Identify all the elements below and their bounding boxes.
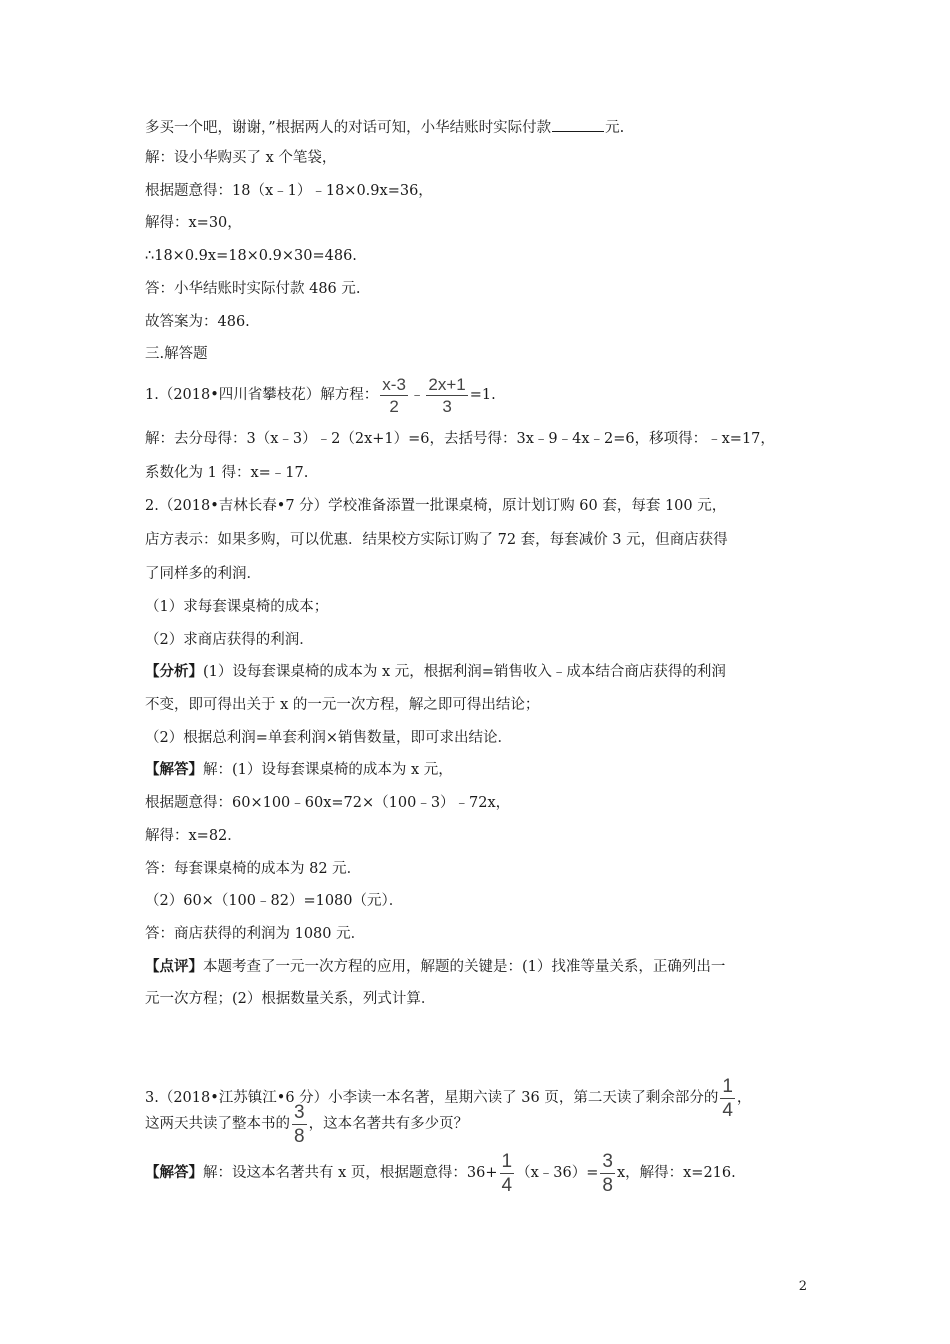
text-line: （1）求每套课桌椅的成本； — [145, 599, 329, 615]
fraction: $\frac{1}{4}$ — [722, 1075, 733, 1121]
text-line: 答：每套课桌椅的成本为 82 元． — [145, 861, 362, 877]
page-number: 2 — [798, 1279, 807, 1294]
fraction: $\frac{1}{4}$ — [501, 1150, 513, 1196]
fraction: $\frac{2x+1}{3}$ — [428, 374, 466, 416]
section-heading: 三.解答题 — [145, 346, 208, 362]
text-line: 不变，即可得出关于 x 的一元一次方程，解之即可得出结论； — [145, 697, 540, 713]
text-line: 店方表示：如果多购，可以优惠．结果校方实际订购了 72 套，每套减价 3 元，但商店获得 — [145, 532, 728, 548]
analysis-tag: 【分析】 — [145, 663, 203, 680]
answer-tag: 【解答】 — [145, 1164, 203, 1181]
text-line: 故答案为：486. — [145, 314, 250, 330]
text-line: 答：商店获得的利润为 1080 元． — [145, 926, 366, 942]
question-3: 3.（2018•江苏镇江•6 分）小李读一本名著，星期六读了 36 页，第二天读了剩余部分的 $\frac{1}{4}$ ， — [145, 1075, 752, 1121]
fraction: $\frac{3}{8}$ — [602, 1150, 613, 1196]
text-line: （2）根据总利润=单套利润×销售数量，即可求出结论． — [145, 730, 513, 746]
text-line: 解：设小华购买了 x 个笔袋， — [145, 150, 337, 166]
answer-tag: 【解答】 — [145, 761, 203, 778]
text-line: 解得：x=30， — [145, 215, 242, 231]
fraction: $\frac{3}{8}$ — [294, 1101, 305, 1147]
text-line: 【分析】(1）设每套课桌椅的成本为 x 元，根据利润=销售收入﹣成本结合商店获得的利润 — [145, 663, 726, 680]
comment-tag: 【点评】 — [145, 958, 203, 975]
text-line: 多买一个吧，谢谢，”根据两人的对话可知，小华结账时实际付款 元. — [145, 116, 624, 138]
text-line: 根据题意得：18（x﹣1）﹣18×0.9x=36， — [145, 183, 433, 199]
question-2: 2.（2018•吉林长春•7 分）学校准备添置一批课桌椅，原计划订购 60 套，每套 100 元， — [145, 498, 727, 514]
text-line: （2）60×（100﹣82）=1080（元）． — [145, 893, 404, 909]
text-line: 答：小华结账时实际付款 486 元. — [145, 281, 361, 297]
fraction: $\frac{x-3}{2}$ — [382, 374, 406, 416]
question-1: 1.（2018•四川省攀枝花）解方程： $\frac{x-3}{2}$ ﹣ $\frac{2x+1}{3}$ =1. — [145, 374, 496, 416]
text-line: 【解答】解：(1）设每套课桌椅的成本为 x 元， — [145, 761, 453, 778]
text-line: 系数化为 1 得：x=﹣17. — [145, 465, 309, 481]
text-line: 了同样多的利润． — [145, 566, 261, 582]
text-line: ∴18×0.9x=18×0.9×30=486. — [145, 248, 357, 264]
text-line: 元一次方程；(2）根据数量关系，列式计算． — [145, 991, 436, 1007]
text-line: 【点评】本题考查了一元一次方程的应用，解题的关键是：(1）找准等量关系，正确列出一 — [145, 958, 726, 975]
text-line: 解：去分母得：3（x﹣3）﹣2（2x+1）=6，去括号得：3x﹣9﹣4x﹣2=6，移项得：﹣x=17， — [145, 431, 775, 447]
text-line: （2）求商店获得的利润． — [145, 632, 314, 648]
answer-blank — [552, 116, 604, 132]
text-line: 这两天共读了整本书的 $\frac{3}{8}$ ，这本名著共有多少页？ — [145, 1101, 469, 1147]
text-line: 【解答】解：设这本名著共有 x 页，根据题意得：36+ $\frac{1}{4}$ （x﹣36）= $\frac{3}{8}$ x，解得：x=216. — [145, 1150, 736, 1196]
text-line: 根据题意得：60×100﹣60x=72×（100﹣3）﹣72x， — [145, 795, 511, 811]
text-line: 解得：x=82． — [145, 828, 242, 844]
